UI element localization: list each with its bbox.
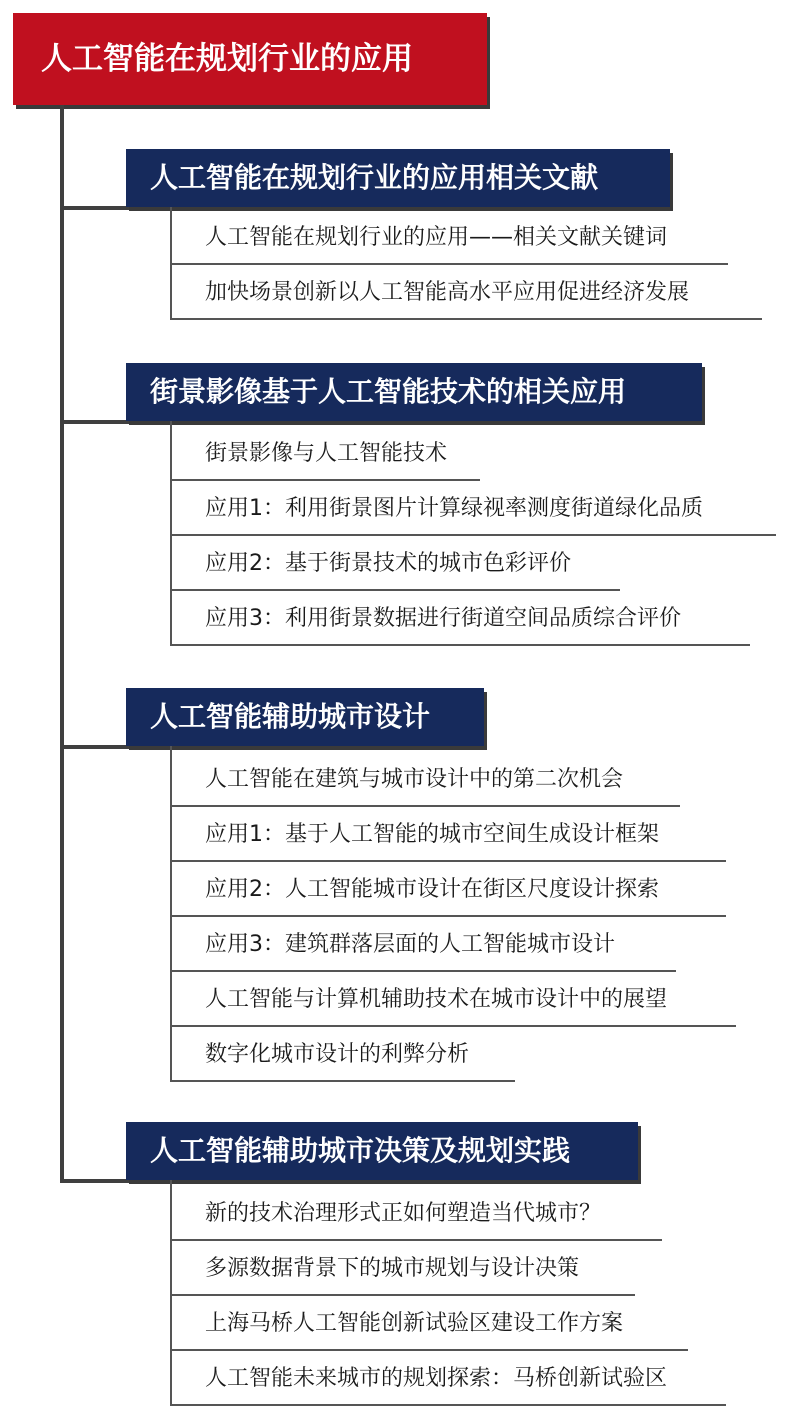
list-item: 上海马桥人工智能创新试验区建设工作方案: [170, 1296, 688, 1351]
list-item: 应用2：人工智能城市设计在街区尺度设计探索: [170, 862, 726, 917]
section-connector: [60, 420, 130, 424]
section-connector: [60, 206, 130, 210]
section-connector: [60, 1179, 130, 1183]
list-item: 街景影像与人工智能技术: [170, 426, 480, 481]
list-item: 加快场景创新以人工智能高水平应用促进经济发展: [170, 265, 762, 320]
list-item: 人工智能与计算机辅助技术在城市设计中的展望: [170, 972, 736, 1027]
list-item: 新的技术治理形式正如何塑造当代城市？: [170, 1186, 662, 1241]
section-title: 人工智能辅助城市决策及规划实践: [126, 1122, 638, 1180]
list-item: 应用1：基于人工智能的城市空间生成设计框架: [170, 807, 726, 862]
list-item: 应用1：利用街景图片计算绿视率测度街道绿化品质: [170, 481, 776, 536]
section-connector: [60, 745, 130, 749]
list-item: 人工智能未来城市的规划探索：马桥创新试验区: [170, 1351, 726, 1406]
list-item: 应用2：基于街景技术的城市色彩评价: [170, 536, 620, 591]
root-title: 人工智能在规划行业的应用: [13, 13, 487, 105]
list-item: 应用3：建筑群落层面的人工智能城市设计: [170, 917, 676, 972]
section-title: 人工智能辅助城市设计: [126, 688, 484, 746]
main-connector: [60, 105, 64, 1183]
section-title: 人工智能在规划行业的应用相关文献: [126, 149, 670, 207]
list-item: 人工智能在规划行业的应用——相关文献关键词: [170, 210, 728, 265]
section-title: 街景影像基于人工智能技术的相关应用: [126, 363, 702, 421]
list-item: 应用3：利用街景数据进行街道空间品质综合评价: [170, 591, 750, 646]
list-item: 数字化城市设计的利弊分析: [170, 1027, 515, 1082]
list-item: 人工智能在建筑与城市设计中的第二次机会: [170, 752, 680, 807]
list-item: 多源数据背景下的城市规划与设计决策: [170, 1241, 635, 1296]
